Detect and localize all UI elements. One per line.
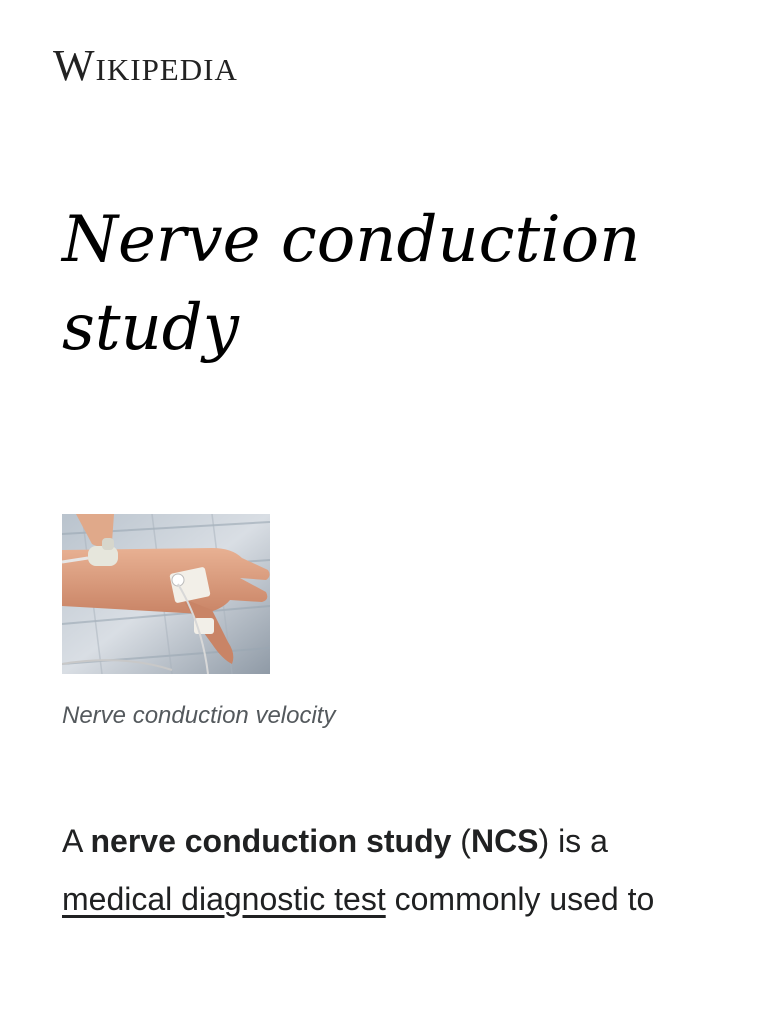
lead-text: commonly used to	[385, 881, 655, 917]
lead-text: (	[451, 823, 471, 859]
medical-diagnostic-test-link[interactable]: medical diagnostic test	[62, 881, 386, 917]
lead-text: ) is a	[538, 823, 608, 859]
bold-abbreviation: NCS	[470, 823, 539, 859]
lead-paragraph	[62, 812, 722, 928]
page-title: Nerve conduction study	[62, 203, 641, 365]
figure-caption: Nerve conduction velocity	[62, 702, 336, 729]
bold-term: nerve conduction study	[90, 823, 452, 859]
lead-text: A	[62, 823, 91, 859]
nerve-conduction-photo	[62, 514, 270, 674]
wikipedia-wordmark[interactable]: Wikipedia	[53, 41, 238, 90]
figure-image[interactable]	[62, 514, 270, 674]
